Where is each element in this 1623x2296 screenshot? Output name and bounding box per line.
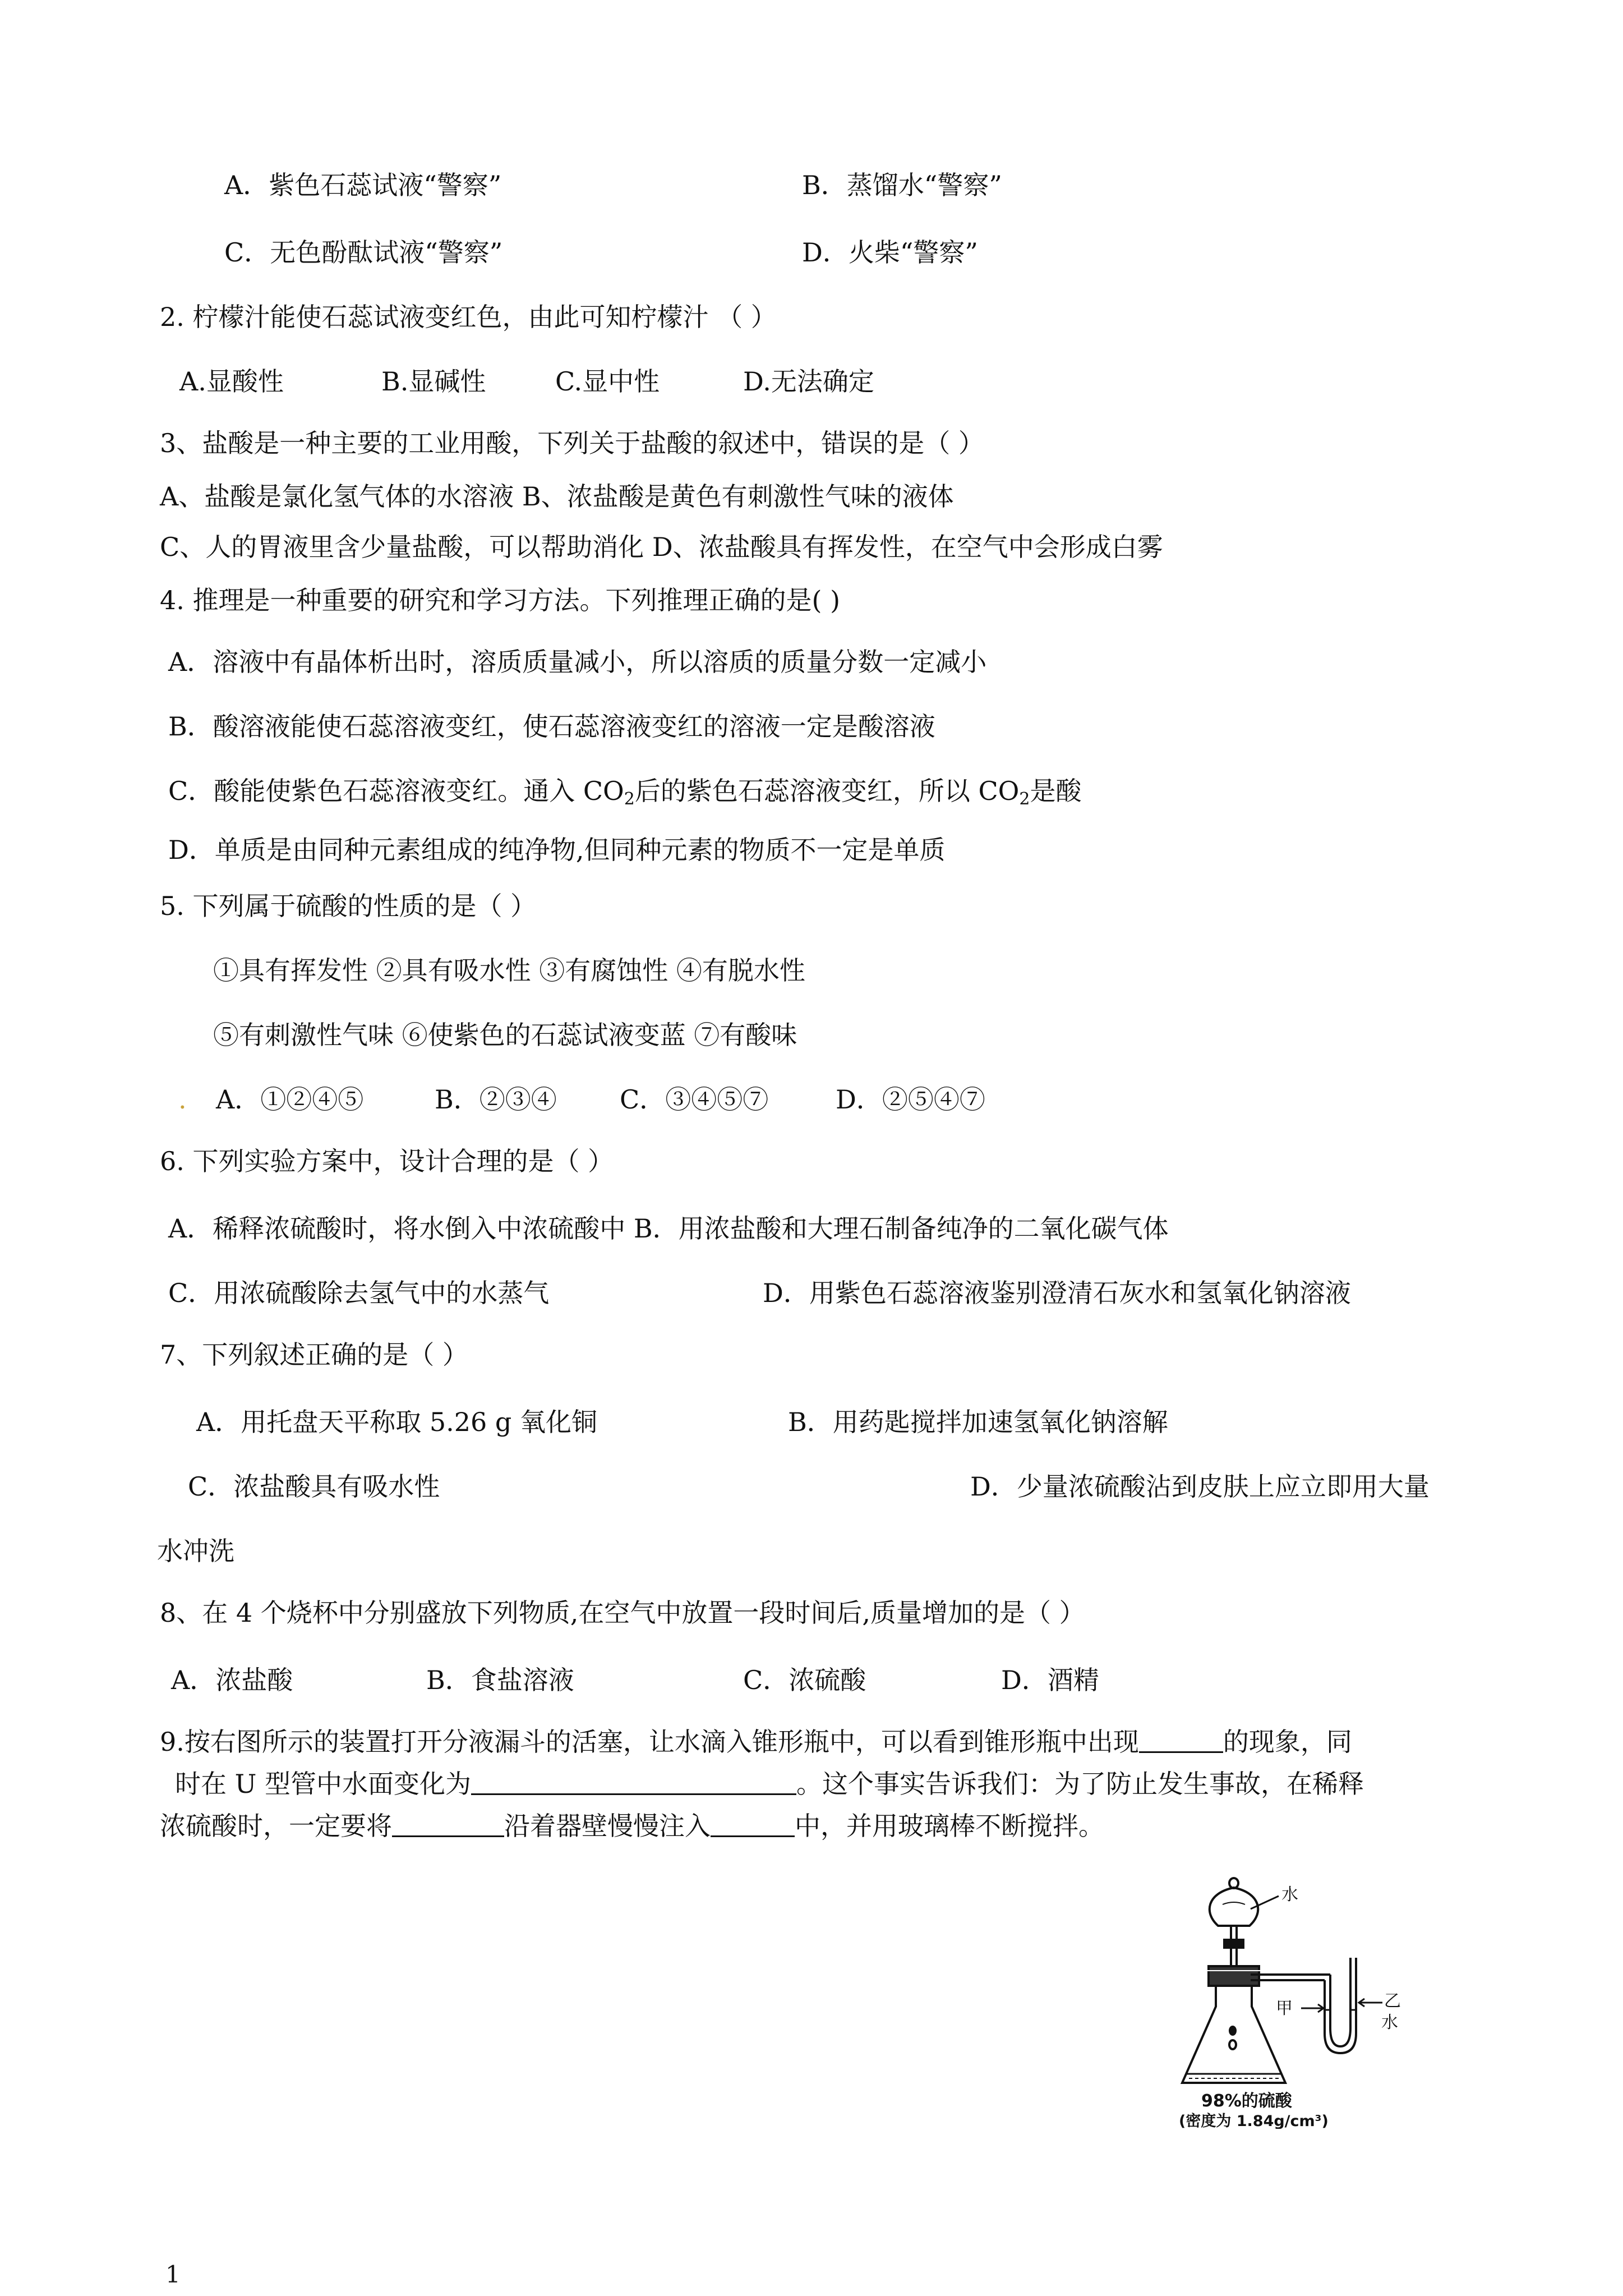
figure-caption-line1: 98%的硫酸 (1201, 2091, 1292, 2111)
q9-blank-1[interactable] (1139, 1728, 1223, 1753)
funnel-bulb (1210, 1888, 1258, 1926)
label-water-right: 水 (1381, 2013, 1398, 2032)
u-tube-inner (1330, 1958, 1350, 2046)
q5-option-d: D．②⑤④⑦ (836, 1084, 985, 1115)
q7-option-d: D．少量浓硫酸沾到皮肤上应立即用大量 (970, 1471, 1430, 1502)
q8-option-c: C．浓硫酸 (743, 1665, 866, 1695)
q5-option-c: C．③④⑤⑦ (620, 1084, 769, 1115)
q3-options-cd: C、人的胃液里含少量盐酸，可以帮助消化 D、浓盐酸具有挥发性，在空气中会形成白雾 (160, 532, 1163, 562)
q2-option-b: B.显碱性 (381, 366, 486, 397)
water-drop (1230, 2027, 1235, 2035)
q6-option-c: C．用浓硫酸除去氢气中的水蒸气 (168, 1278, 550, 1308)
q9-blank-3[interactable] (392, 1812, 504, 1837)
q7-option-a: A．用托盘天平称取 5.26 g 氧化铜 (196, 1407, 597, 1437)
q5-items-line1: ①具有挥发性 ②具有吸水性 ③有腐蚀性 ④有脱水性 (213, 955, 805, 986)
q3-options-ab: A、盐酸是氯化氢气体的水溶液 B、浓盐酸是黄色有刺激性气味的液体 (160, 481, 954, 512)
q1-option-c: C．无色酚酞试液“警察” (224, 237, 503, 268)
q8-stem: 8、在 4 个烧杯中分别盛放下列物质,在空气中放置一段时间后,质量增加的是（ ） (160, 1598, 1085, 1628)
label-jia: 甲 (1276, 1999, 1293, 2018)
q9-blank-4[interactable] (711, 1812, 795, 1837)
q6-options-ab: A．稀释浓硫酸时，将水倒入中浓硫酸中 B．用浓盐酸和大理石制备纯净的二氧化碳气体 (168, 1213, 1169, 1244)
q5-items-line2: ⑤有刺激性气味 ⑥使紫色的石蕊试液变蓝 ⑦有酸味 (213, 1020, 797, 1050)
q4-option-b: B．酸溶液能使石蕊溶液变红，使石蕊溶液变红的溶液一定是酸溶液 (168, 711, 935, 742)
funnel-water-level (1223, 1902, 1245, 1904)
flask-stopper (1209, 1966, 1259, 1986)
funnel-stopcock (1224, 1940, 1243, 1948)
q7-option-d-continued: 水冲洗 (157, 1536, 234, 1566)
q4-option-a: A．溶液中有晶体析出时，溶质质量减小，所以溶质的质量分数一定减小 (168, 647, 987, 677)
q5-stem: 5. 下列属于硫酸的性质的是（ ） (160, 891, 537, 921)
q3-stem: 3、盐酸是一种主要的工业用酸，下列关于盐酸的叙述中，错误的是（ ） (160, 428, 984, 458)
apparatus-figure (1166, 1860, 1481, 2129)
q2-option-c: C.显中性 (555, 366, 660, 397)
q5-option-a: A．①②④⑤ (216, 1084, 364, 1115)
label-yi: 乙 (1384, 1991, 1401, 2011)
q1-option-d: D．火柴“警察” (802, 237, 978, 268)
q8-option-d: D．酒精 (1001, 1665, 1099, 1695)
water-drop (1229, 2040, 1236, 2049)
q1-option-a: A．紫色石蕊试液“警察” (224, 170, 502, 200)
q4-option-d: D．单质是由同种元素组成的纯净物,但同种元素的物质不一定是单质 (168, 835, 946, 865)
q1-option-b: B．蒸馏水“警察” (802, 170, 1002, 200)
q9-line2: 时在 U 型管中水面变化为 。这个事实告诉我们：为了防止发生事故，在稀释 (175, 1769, 1364, 1799)
q5-option-b: B．②③④ (435, 1084, 557, 1115)
page-number: 1 (165, 2261, 181, 2288)
label-water-top: 水 (1281, 1885, 1298, 1904)
q2-option-a: A.显酸性 (179, 366, 284, 397)
q7-option-b: B．用药匙搅拌加速氢氧化钠溶解 (788, 1407, 1168, 1437)
q7-stem: 7、下列叙述正确的是（ ） (160, 1340, 468, 1370)
q7-option-c: C．浓盐酸具有吸水性 (188, 1471, 440, 1502)
q8-option-a: A．浓盐酸 (171, 1665, 293, 1695)
q9-line1: 9.按右图所示的装置打开分液漏斗的活塞，让水滴入锥形瓶中，可以看到锥形瓶中出现 的现象，同 (160, 1727, 1352, 1757)
q6-stem: 6. 下列实验方案中，设计合理的是（ ） (160, 1146, 614, 1176)
figure-caption-line2: (密度为 1.84g/cm³) (1179, 2113, 1329, 2129)
q5-mark: . (178, 1084, 187, 1115)
q9-blank-2[interactable] (471, 1770, 796, 1795)
q4-stem: 4. 推理是一种重要的研究和学习方法。下列推理正确的是( ) (160, 585, 841, 615)
q2-option-d: D.无法确定 (743, 366, 874, 397)
q6-option-d: D．用紫色石蕊溶液鉴别澄清石灰水和氢氧化钠溶液 (763, 1278, 1351, 1308)
q8-option-b: B．食盐溶液 (426, 1665, 574, 1695)
q2-stem: 2. 柠檬汁能使石蕊试液变红色，由此可知柠檬汁 （ ） (160, 302, 777, 332)
q9-line3: 浓硫酸时，一定要将 沿着器壁慢慢注入 中，并用玻璃棒不断搅拌。 (160, 1811, 1104, 1841)
q4-option-c: C．酸能使紫色石蕊溶液变红。通入 $CO_2$后的紫色石蕊溶液变红，所以 $CO_2$是酸 (168, 776, 1082, 809)
